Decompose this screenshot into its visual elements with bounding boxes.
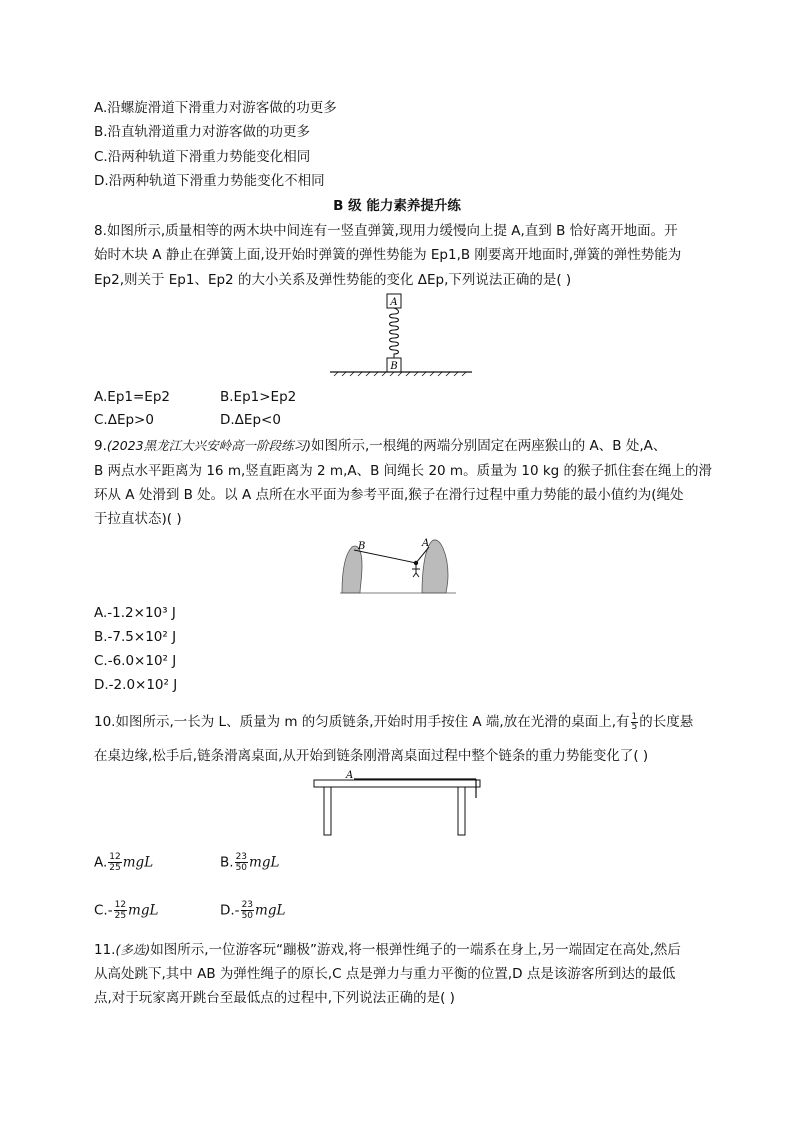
- q9-point-b-label: B: [358, 541, 366, 552]
- q10-option-denominator: 50: [235, 863, 248, 873]
- q8-option-a: A.Ep1=Ep2: [94, 389, 170, 405]
- q9-option-c: C.-6.0×10² J: [94, 653, 177, 669]
- q10-option-fraction: [235, 852, 248, 873]
- q10-option-d: [220, 900, 285, 921]
- q9-line-4: 于拉直状态)( ): [94, 511, 182, 527]
- q10-option-prefix: C.-: [94, 902, 113, 919]
- q10-point-a-label: A: [346, 770, 354, 781]
- q10-option-tail: mgL: [255, 902, 286, 919]
- q10-option-prefix: A.: [94, 854, 108, 871]
- q8-block-a-label: A: [390, 297, 398, 308]
- q10-option-tail: mgL: [249, 854, 280, 871]
- q7-option-d: D.沿两种轨道下滑重力势能变化不相同: [94, 173, 325, 189]
- q10-option-fraction: [114, 900, 127, 921]
- q10-option-numerator: 12: [109, 852, 121, 862]
- q10-fraction: [631, 713, 639, 732]
- q10-option-numerator: 23: [235, 852, 248, 862]
- q9-number: 9.: [94, 438, 107, 454]
- q11-tag: (多选): [115, 942, 151, 957]
- q8-block-b-label: B: [390, 361, 398, 372]
- q9-option-b: B.-7.5×10² J: [94, 629, 177, 645]
- section-title: B 级 能力素养提升练: [333, 198, 461, 214]
- q8-line-3: Ep2,则关于 Ep1、Ep2 的大小关系及弹性势能的变化 ΔEp,下列说法正确的是( ): [94, 272, 572, 288]
- q10-option-denominator: 25: [114, 911, 127, 921]
- q9-option-a: A.-1.2×10³ J: [94, 605, 176, 621]
- q8-option-d: D.ΔEp<0: [220, 412, 281, 428]
- q8-line-1: 8.如图所示,质量相等的两木块中间连有一竖直弹簧,现用力缓慢向上提 A,直到 B 恰好离开地面。开: [94, 223, 678, 239]
- q10-option-a: [94, 852, 153, 873]
- q8-option-b: B.Ep1>Ep2: [220, 389, 297, 405]
- q9-option-d: D.-2.0×10² J: [94, 677, 178, 693]
- q10-option-c: [94, 900, 158, 921]
- q11-line-1-text: 如图所示,一位游客玩“蹦极”游戏,将一根弹性绳子的一端系在身上,另一端固定在高处,然后: [150, 942, 681, 958]
- q9-mountain-figure: [338, 535, 460, 595]
- q10-line-2: 在桌边缘,松手后,链条滑离桌面,从开始到链条刚滑离桌面过程中整个链条的重力势能变化了( ): [94, 748, 649, 764]
- q10-option-tail: mgL: [128, 902, 159, 919]
- q9-line-2: B 两点水平距离为 16 m,竖直距离为 2 m,A、B 间绳长 20 m。质量为 10 kg 的猴子抓住套在绳上的滑: [94, 463, 713, 479]
- q11-line-1: [94, 940, 681, 960]
- q9-point-a-label: A: [422, 538, 430, 549]
- q10-line-1-tail: 的长度悬: [639, 714, 694, 730]
- q11-line-2: 从高处跳下,其中 AB 为弹性绳子的原长,C 点是弹力与重力平衡的位置,D 点是该游客所到达的最低: [94, 966, 676, 982]
- q7-option-b: B.沿直轨滑道重力对游客做的功更多: [94, 124, 311, 140]
- q9-source: (2023黑龙江大兴安岭高一阶段练习): [106, 438, 311, 453]
- q10-option-fraction: [241, 900, 254, 921]
- q10-line-1-text: 10.如图所示,一长为 L、质量为 m 的匀质链条,开始时用手按住 A 端,放在光滑的桌面上,有: [94, 714, 630, 730]
- q10-option-tail: mgL: [122, 854, 154, 871]
- q10-option-denominator: 50: [241, 911, 254, 921]
- q10-fraction-denominator: 5: [631, 721, 638, 732]
- q7-option-c: C.沿两种轨道下滑重力势能变化相同: [94, 149, 311, 165]
- q10-fraction-numerator: 1: [631, 711, 638, 722]
- q9-line-1: [94, 436, 666, 456]
- q10-option-numerator: 12: [114, 900, 127, 910]
- q10-option-prefix: D.-: [220, 902, 240, 919]
- q10-option-fraction: [108, 852, 121, 873]
- q11-line-3: 点,对于玩家离开跳台至最低点的过程中,下列说法正确的是( ): [94, 990, 455, 1006]
- q10-option-b: [220, 852, 279, 873]
- q10-table-figure: [312, 768, 488, 838]
- q10-option-prefix: B.: [220, 854, 234, 871]
- q9-line-3: 环从 A 处滑到 B 处。以 A 点所在水平面为参考平面,猴子在滑行过程中重力势能的最小值约为(绳处: [94, 487, 684, 503]
- q8-spring-figure: [326, 292, 476, 378]
- q10-line-1: [94, 712, 693, 732]
- q10-option-denominator: 25: [109, 863, 121, 873]
- q8-line-2: 始时木块 A 静止在弹簧上面,设开始时弹簧的弹性势能为 Ep1,B 刚要离开地面时,弹簧的弹性势能为: [94, 247, 682, 263]
- q10-option-numerator: 23: [241, 900, 254, 910]
- q11-number: 11.: [94, 942, 116, 958]
- q8-option-c: C.ΔEp>0: [94, 412, 154, 428]
- q9-line-1-text: 如图所示,一根绳的两端分别固定在两座猴山的 A、B 处,A、: [310, 438, 667, 454]
- q7-option-a: A.沿螺旋滑道下滑重力对游客做的功更多: [94, 100, 337, 116]
